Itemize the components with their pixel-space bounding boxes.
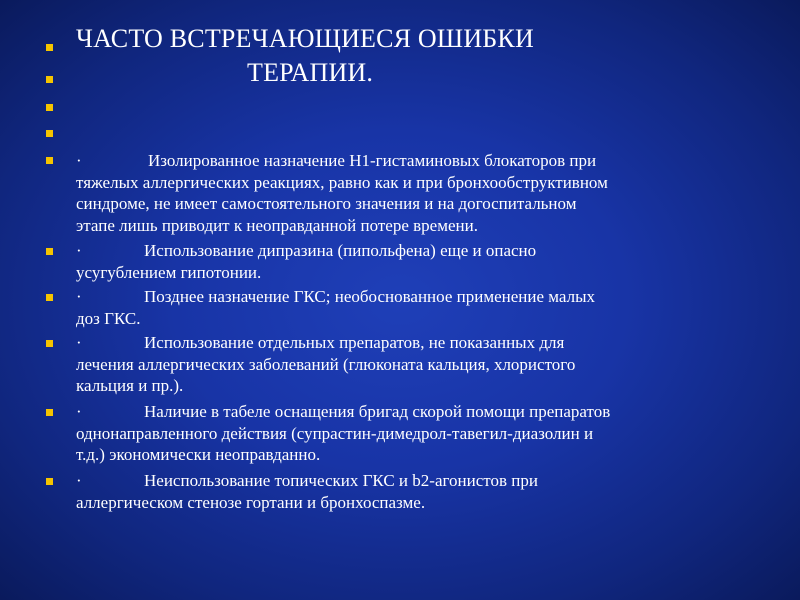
list-item [76,332,736,397]
item-text: Изолированное назначение Н1-гистаминовых блокаторов при [148,151,597,170]
item-text: этапе лишь приводит к неоправданной потере времени. [76,215,478,235]
bullet-square-icon [46,76,53,83]
bullet-square-icon [46,478,53,485]
bullet-square-icon [46,104,53,111]
list-item [76,286,736,329]
bullet-square-icon [46,157,53,164]
dot-marker: · [76,471,82,490]
item-text: Использование дипразина (пипольфена) еще и опасно [144,241,537,260]
bullet-square-icon [46,248,53,255]
item-text: усугублением гипотонии. [76,262,262,282]
dot-marker: · [76,333,82,352]
item-text: тяжелых аллергических реакциях, равно как и при бронхообструктивном [76,172,608,192]
dot-marker: · [76,402,82,421]
slide-title-line-1: ЧАСТО ВСТРЕЧАЮЩИЕСЯ ОШИБКИ [76,24,534,53]
item-text: аллергическом стенозе гортани и бронхоспазме. [76,492,426,512]
item-text: лечения аллергических заболеваний (глюконата кальция, хлористого [76,354,576,374]
item-text: кальция и пр.). [76,376,184,395]
list-item [76,470,736,513]
bullet-square-icon [46,340,53,347]
slide-title-line-2: ТЕРАПИИ. [247,58,374,87]
bullet-square-icon [46,409,53,416]
item-text: Использование отдельных препаратов, не показанных для [144,333,565,352]
bullet-square-icon [46,130,53,137]
dot-marker: · [76,287,82,306]
item-text: т.д.) экономически неоправданно. [76,445,321,464]
bullet-square-icon [46,44,53,51]
list-item [76,240,736,283]
item-text: Позднее назначение ГКС; необоснованное применение малых [144,287,596,306]
dot-marker: · [76,241,82,260]
bullet-square-icon [46,294,53,301]
dot-marker: · [76,151,82,170]
item-text: однонаправленного действия (супрастин-димедрол-тавегил-диазолин и [76,423,594,443]
list-item [76,150,736,236]
list-item [76,401,736,466]
item-text: Наличие в табеле оснащения бригад скорой помощи препаратов [144,402,611,421]
item-text: Неиспользование топических ГКС и b2-агонистов при [144,471,538,490]
item-text: синдроме, не имеет самостоятельного значения и на догоспитальном [76,194,577,213]
item-text: доз ГКС. [76,308,141,328]
